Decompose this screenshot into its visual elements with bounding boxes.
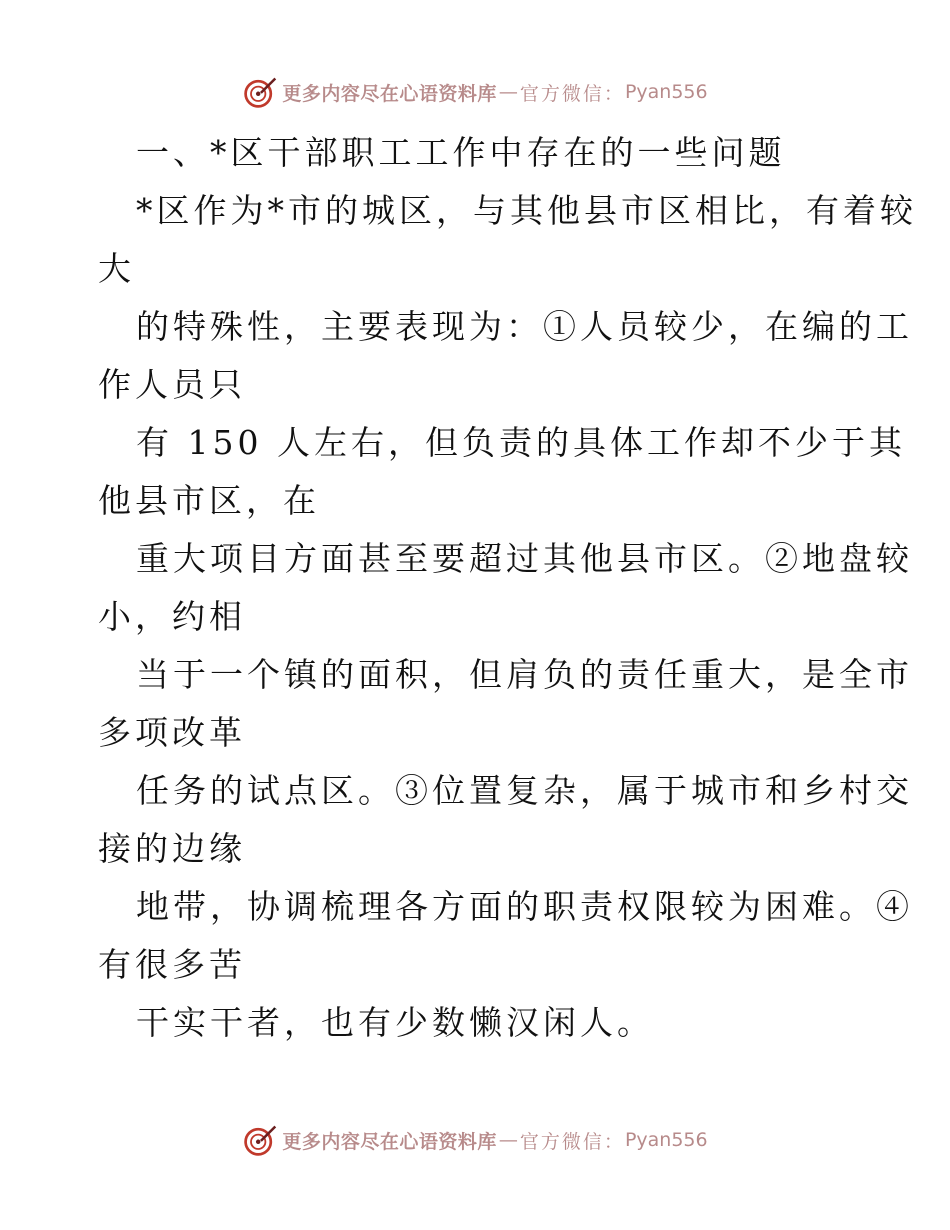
paragraph-line: 他县市区，在 xyxy=(98,481,320,520)
document-body xyxy=(98,124,917,1052)
paragraph-line: 有 150 人左右，但负责的具体工作却不少于其 xyxy=(136,423,906,462)
pen-nib-logo-icon xyxy=(242,74,278,110)
heading-line: 一、*区干部职工工作中存在的一些问题 xyxy=(136,133,786,172)
paragraph-line: 任务的试点区。③位置复杂，属于城市和乡村交 xyxy=(136,771,913,810)
footer-wechat-id: Pyan556 xyxy=(624,1129,708,1151)
paragraph-line: 接的边缘 xyxy=(98,829,246,868)
header-separator: — xyxy=(498,81,518,103)
footer-separator: — xyxy=(498,1129,518,1151)
paragraph-line: 大 xyxy=(98,249,135,288)
paragraph-line: 有很多苦 xyxy=(98,945,246,984)
header-wechat-id: Pyan556 xyxy=(624,81,708,103)
header-wechat-label: 官方微信： xyxy=(519,82,625,105)
paragraph-line: 干实干者，也有少数懒汉闲人。 xyxy=(136,1003,654,1042)
paragraph-line: 重大项目方面甚至要超过其他县市区。②地盘较 xyxy=(136,539,913,578)
paragraph-line: 地带，协调梳理各方面的职责权限较为困难。④ xyxy=(136,887,913,926)
header-banner xyxy=(0,72,950,112)
paragraph-line: 作人员只 xyxy=(98,365,246,404)
paragraph-line: *区作为*市的城区，与其他县市区相比，有着较 xyxy=(136,191,917,230)
paragraph-line: 的特殊性，主要表现为：①人员较少，在编的工 xyxy=(136,307,913,346)
paragraph-line: 小，约相 xyxy=(98,597,246,636)
paragraph-line: 当于一个镇的面积，但肩负的责任重大，是全市 xyxy=(136,655,913,694)
paragraph-line: 多项改革 xyxy=(98,713,246,752)
header-site-text: 更多内容尽在心语资料库 xyxy=(282,82,497,105)
pen-nib-logo-icon xyxy=(242,1122,278,1158)
footer-banner xyxy=(0,1120,950,1160)
footer-site-text: 更多内容尽在心语资料库 xyxy=(282,1130,497,1153)
footer-wechat-label: 官方微信： xyxy=(519,1130,625,1153)
